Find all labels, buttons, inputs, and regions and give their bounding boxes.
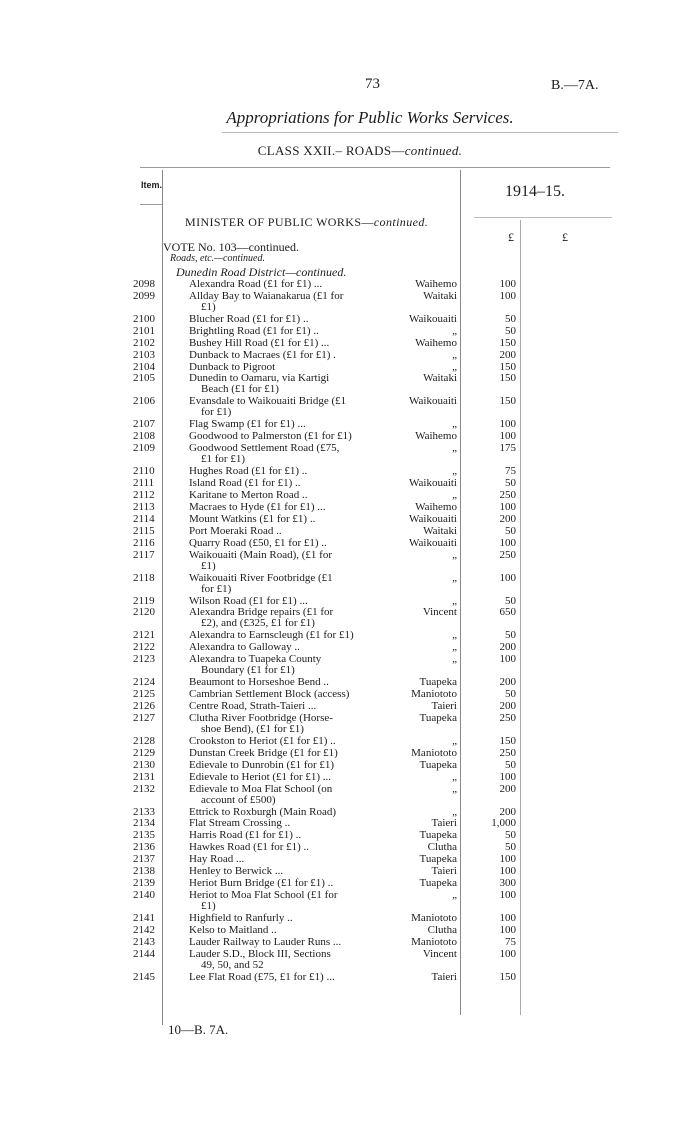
description-line: Centre Road, Strath-Taieri ...: [189, 700, 317, 712]
description-line: Evansdale to Waikouaiti Bridge (£1: [189, 395, 347, 408]
description-line: Karitane to Merton Road ..: [189, 489, 308, 501]
description-line: Hay Road ...: [189, 853, 245, 866]
amount-value: 150: [499, 336, 516, 349]
item-number: 2110: [133, 465, 155, 478]
description-line: Beaumont to Horseshoe Bend ..: [189, 676, 329, 689]
description-line: Flat Stream Crossing ..: [189, 817, 291, 830]
county-name: Taieri: [431, 700, 457, 712]
item-description: [189, 854, 389, 865]
county-name: „: [452, 629, 457, 642]
item-number: 2139: [133, 876, 155, 889]
amount-value: 150: [499, 970, 516, 983]
amount-value: 100: [499, 853, 516, 866]
amount-value: 150: [499, 395, 516, 408]
description-line: Macraes to Hyde (£1 for £1) ...: [189, 500, 326, 513]
amount-value: 100: [499, 947, 516, 960]
amount-value: 100: [499, 865, 516, 877]
county-name: Clutha: [427, 923, 457, 936]
description-line: Blucher Road (£1 for £1) ..: [189, 312, 309, 325]
item-description: [189, 362, 389, 373]
amount-value: 200: [499, 641, 516, 654]
item-description: [189, 925, 389, 936]
currency-label-1: £: [508, 230, 514, 244]
item-number: 2131: [133, 770, 155, 783]
amount-value: 200: [499, 700, 516, 712]
county-name: „: [452, 442, 457, 455]
item-number: 2109: [133, 442, 155, 455]
county-name: „: [452, 324, 457, 337]
amount-value: 50: [505, 324, 516, 337]
amount-value: 100: [499, 770, 516, 783]
item-number: 2129: [133, 746, 155, 759]
county-name: Waitaki: [423, 372, 457, 385]
county-name: „: [452, 734, 457, 747]
item-description: [189, 784, 389, 806]
county-name: Maniototo: [411, 935, 457, 948]
description-line: Ettrick to Roxburgh (Main Road): [189, 805, 337, 818]
description-line: Mount Watkins (£1 for £1) ..: [189, 512, 316, 525]
county-name: „: [452, 594, 457, 607]
item-description: [189, 466, 389, 477]
item-number: 2144: [133, 947, 155, 960]
county-name: „: [452, 418, 457, 431]
item-number: 2125: [133, 688, 155, 701]
description-line: £1): [201, 559, 216, 572]
county-name: Maniototo: [411, 688, 457, 701]
county-name: Tuapeka: [419, 711, 457, 724]
amount-value: 100: [499, 536, 516, 549]
item-description: [189, 502, 389, 513]
description-line: Dunstan Creek Bridge (£1 for £1): [189, 746, 338, 759]
description-line: Flag Swamp (£1 for £1) ...: [189, 418, 306, 431]
item-description: [189, 878, 389, 889]
description-line: Waikouaiti (Main Road), (£1 for: [189, 548, 332, 561]
district-subheading: Dunedin Road District—continued.: [176, 265, 347, 279]
amount-value: 150: [499, 372, 516, 385]
item-description: [189, 443, 389, 465]
description-line: Alexandra Road (£1 for £1) ...: [189, 278, 323, 290]
item-number: 2121: [133, 629, 155, 642]
amount-value: 200: [499, 512, 516, 525]
item-description: [189, 654, 389, 676]
item-description: [189, 291, 389, 313]
item-description: [189, 913, 389, 924]
item-description: [189, 350, 389, 361]
item-number: 2141: [133, 911, 155, 924]
item-number: 2136: [133, 841, 155, 854]
description-line: Quarry Road (£50, £1 for £1) ..: [189, 536, 327, 549]
item-description: [189, 314, 389, 325]
item-description: [189, 818, 389, 829]
amount-value: 50: [505, 629, 516, 642]
description-line: £1): [201, 300, 216, 313]
item-description: [189, 373, 389, 395]
county-name: Taieri: [431, 865, 457, 877]
county-name: Maniototo: [411, 911, 457, 924]
item-number: 2120: [133, 606, 155, 619]
description-line: Alexandra to Tuapeka County: [189, 653, 322, 666]
item-number: 2114: [133, 512, 155, 525]
amount-value: 100: [499, 923, 516, 936]
item-description: [189, 431, 389, 442]
county-name: Taieri: [431, 970, 457, 983]
amount-value: 75: [505, 465, 516, 478]
item-description: [189, 807, 389, 818]
description-line: Edievale to Heriot (£1 for £1) ...: [189, 770, 332, 783]
item-description: [189, 396, 389, 418]
item-number: 2116: [133, 536, 155, 549]
item-description: [189, 478, 389, 489]
item-description: [189, 972, 389, 983]
item-number: 2112: [133, 489, 155, 501]
description-line: Hawkes Road (£1 for £1) ..: [189, 841, 310, 854]
county-name: „: [452, 653, 457, 666]
description-line: Harris Road (£1 for £1) ..: [189, 829, 302, 842]
item-description: [189, 760, 389, 771]
description-line: Cambrian Settlement Block (access): [189, 688, 350, 701]
description-line: Edievale to Dunrobin (£1 for £1): [189, 758, 335, 771]
item-number: 2143: [133, 935, 155, 948]
item-description: [189, 642, 389, 653]
item-number: 2106: [133, 395, 155, 408]
county-name: Tuapeka: [419, 876, 457, 889]
county-name: Waitaki: [423, 289, 457, 302]
county-name: Taieri: [431, 817, 457, 830]
county-name: „: [452, 770, 457, 783]
amount-value: 50: [505, 477, 516, 490]
amount-value: 200: [499, 348, 516, 361]
description-line: Alexandra to Earnscleugh (£1 for £1): [189, 629, 354, 642]
description-line: Heriot Burn Bridge (£1 for £1) ..: [189, 876, 334, 889]
county-name: „: [452, 782, 457, 795]
amount-value: 200: [499, 805, 516, 818]
item-description: [189, 573, 389, 595]
page-number: 73: [365, 76, 380, 92]
county-name: Waihemo: [415, 278, 457, 290]
description-line: Dunedin to Oamaru, via Kartigi: [189, 372, 330, 385]
page-title: Appropriations for Public Works Services.: [226, 108, 514, 127]
item-description: [189, 607, 389, 629]
item-description: [189, 338, 389, 349]
amount-value: 100: [499, 571, 516, 584]
item-description: [189, 713, 389, 735]
item-description: [189, 772, 389, 783]
description-line: Alexandra to Galloway ..: [189, 641, 300, 654]
county-name: Tuapeka: [419, 758, 457, 771]
class-heading-suffix: continued.: [404, 143, 463, 158]
amount-value: 300: [499, 876, 516, 889]
county-name: Waikouaiti: [409, 395, 457, 408]
item-description: [189, 890, 389, 912]
item-number: 2142: [133, 923, 155, 936]
amount-value: 150: [499, 360, 516, 373]
amount-value: 100: [499, 289, 516, 302]
amount-value: 150: [499, 734, 516, 747]
item-description: [189, 689, 389, 700]
county-name: Vincent: [422, 947, 457, 960]
item-number: 2107: [133, 418, 155, 431]
item-number: 2122: [133, 641, 155, 654]
county-name: „: [452, 548, 457, 561]
description-line: Edievale to Moa Flat School (on: [189, 782, 333, 795]
amount-value: 50: [505, 594, 516, 607]
description-line: £2), and (£325, £1 for £1): [201, 617, 315, 630]
description-line: Alexandra Bridge repairs (£1 for: [189, 606, 334, 619]
item-number: 2145: [133, 970, 155, 983]
county-name: „: [452, 489, 457, 501]
description-line: Lauder Railway to Lauder Runs ...: [189, 935, 342, 948]
description-line: Waikouaiti River Footbridge (£1: [189, 571, 333, 584]
item-number: 2119: [133, 594, 155, 607]
description-line: Hughes Road (£1 for £1) ..: [189, 465, 308, 478]
description-line: Port Moeraki Road ..: [189, 524, 282, 537]
description-line: Allday Bay to Waianakarua (£1 for: [189, 289, 344, 302]
item-description: [189, 526, 389, 537]
amount-value: 250: [499, 548, 516, 561]
description-line: Dunback to Macraes (£1 for £1) .: [189, 348, 336, 361]
county-name: Clutha: [427, 841, 457, 854]
roads-subheading: Roads, etc.—continued.: [170, 253, 265, 264]
class-heading-main: CLASS XXII.– ROADS—: [257, 143, 405, 158]
description-line: Brightling Road (£1 for £1) ..: [189, 324, 319, 337]
item-number: 2127: [133, 711, 155, 724]
description-line: Dunback to Pigroot: [189, 360, 276, 373]
item-description: [189, 866, 389, 877]
amount-value: 250: [499, 489, 516, 501]
item-number: 2123: [133, 653, 155, 666]
item-description: [189, 550, 389, 572]
description-line: Heriot to Moa Flat School (£1 for: [189, 888, 338, 901]
item-number: 2108: [133, 430, 155, 443]
item-column-header: Item.: [141, 180, 163, 190]
item-number: 2118: [133, 571, 155, 584]
item-number: 2135: [133, 829, 155, 842]
currency-label-2: £: [562, 230, 568, 244]
description-line: Clutha River Footbridge (Horse-: [189, 711, 333, 724]
county-name: Tuapeka: [419, 829, 457, 842]
item-description: [189, 490, 389, 501]
item-description: [189, 701, 389, 712]
amount-value: 100: [499, 500, 516, 513]
county-name: „: [452, 465, 457, 478]
item-number: 2100: [133, 312, 155, 325]
county-name: „: [452, 888, 457, 901]
county-name: Waikouaiti: [409, 536, 457, 549]
county-name: „: [452, 348, 457, 361]
item-description: [189, 630, 389, 641]
description-line: £1 for £1): [201, 453, 245, 466]
amount-value: 50: [505, 829, 516, 842]
county-name: Waihemo: [415, 430, 457, 443]
county-name: Waikouaiti: [409, 512, 457, 525]
page-footer: 10—B. 7A.: [168, 1022, 229, 1037]
item-number: 2104: [133, 360, 155, 373]
year-column-header: 1914–15.: [505, 183, 565, 200]
county-name: „: [452, 571, 457, 584]
county-name: „: [452, 805, 457, 818]
county-name: Waikouaiti: [409, 312, 457, 325]
amount-value: 100: [499, 278, 516, 290]
description-line: Goodwood to Palmerston (£1 for £1): [189, 430, 352, 443]
county-name: „: [452, 641, 457, 654]
description-line: Lee Flat Road (£75, £1 for £1) ...: [189, 970, 335, 983]
item-number: 2102: [133, 336, 155, 349]
amount-value: 250: [499, 711, 516, 724]
item-description: [189, 842, 389, 853]
description-line: for £1): [201, 406, 232, 419]
item-description: [189, 748, 389, 759]
amount-value: 50: [505, 312, 516, 325]
county-name: Waihemo: [415, 336, 457, 349]
item-number: 2137: [133, 853, 155, 866]
item-description: [189, 419, 389, 430]
county-name: Tuapeka: [419, 676, 457, 689]
description-line: Bushey Hill Road (£1 for £1) ...: [189, 336, 330, 349]
item-number: 2115: [133, 524, 155, 537]
description-line: Lauder S.D., Block III, Sections: [189, 947, 331, 960]
description-line: 49, 50, and 52: [201, 958, 264, 971]
item-number: 2098: [133, 278, 155, 290]
description-line: shoe Bend), (£1 for £1): [201, 722, 304, 735]
item-number: 2138: [133, 865, 155, 877]
amount-value: 100: [499, 911, 516, 924]
item-number: 2113: [133, 500, 155, 513]
amount-value: 100: [499, 653, 516, 666]
amount-value: 50: [505, 758, 516, 771]
amount-value: 50: [505, 841, 516, 854]
amount-value: 100: [499, 418, 516, 431]
amount-value: 200: [499, 676, 516, 689]
description-line: Wilson Road (£1 for £1) ...: [189, 594, 308, 607]
item-number: 2132: [133, 782, 155, 795]
description-line: account of £500): [201, 793, 276, 806]
minister-heading-suffix: continued.: [373, 215, 429, 229]
description-line: Goodwood Settlement Road (£75,: [189, 442, 340, 455]
amount-value: 50: [505, 524, 516, 537]
county-name: Waitaki: [423, 524, 457, 537]
description-line: Highfield to Ranfurly ..: [189, 911, 293, 924]
item-number: 2133: [133, 805, 155, 818]
item-description: [189, 937, 389, 948]
item-number: 2130: [133, 758, 155, 771]
document-reference: B.—7A.: [551, 78, 599, 93]
description-line: Island Road (£1 for £1) ..: [189, 477, 301, 490]
amount-value: 250: [499, 746, 516, 759]
description-line: Kelso to Maitland ..: [189, 923, 277, 936]
amount-value: 50: [505, 688, 516, 701]
amount-value: 75: [505, 935, 516, 948]
description-line: Henley to Berwick ...: [189, 865, 284, 877]
county-name: Tuapeka: [419, 853, 457, 866]
county-name: Waikouaiti: [409, 477, 457, 490]
item-number: 2099: [133, 289, 155, 302]
description-line: Beach (£1 for £1): [201, 383, 279, 396]
description-line: £1): [201, 899, 216, 912]
amount-value: 100: [499, 888, 516, 901]
item-number: 2126: [133, 700, 155, 712]
item-number: 2140: [133, 888, 155, 901]
item-number: 2101: [133, 324, 155, 337]
county-name: Vincent: [422, 606, 457, 619]
amount-value: 1,000: [491, 817, 516, 830]
item-description: [189, 326, 389, 337]
item-description: [189, 830, 389, 841]
item-description: [189, 514, 389, 525]
county-name: Maniototo: [411, 746, 457, 759]
item-description: [189, 538, 389, 549]
county-name: Waihemo: [415, 500, 457, 513]
item-number: 2128: [133, 734, 155, 747]
description-line: for £1): [201, 582, 232, 595]
item-description: [189, 949, 389, 971]
item-number: 2103: [133, 348, 155, 361]
description-line: Boundary (£1 for £1): [201, 664, 295, 677]
item-number: 2105: [133, 372, 155, 385]
minister-heading-main: MINISTER OF PUBLIC WORKS—: [185, 215, 374, 229]
amount-value: 200: [499, 782, 516, 795]
item-description: [189, 279, 389, 290]
item-description: [189, 677, 389, 688]
item-description: [189, 736, 389, 747]
item-number: 2117: [133, 548, 155, 561]
item-number: 2124: [133, 676, 155, 689]
amount-value: 175: [499, 442, 516, 455]
vote-heading: VOTE No. 103—continued.: [163, 240, 299, 254]
item-number: 2134: [133, 817, 155, 830]
amount-value: 100: [499, 430, 516, 443]
amount-value: 650: [499, 606, 516, 619]
description-line: Crookston to Heriot (£1 for £1) ..: [189, 734, 336, 747]
county-name: „: [452, 360, 457, 373]
item-description: [189, 596, 389, 607]
item-number: 2111: [133, 477, 155, 490]
